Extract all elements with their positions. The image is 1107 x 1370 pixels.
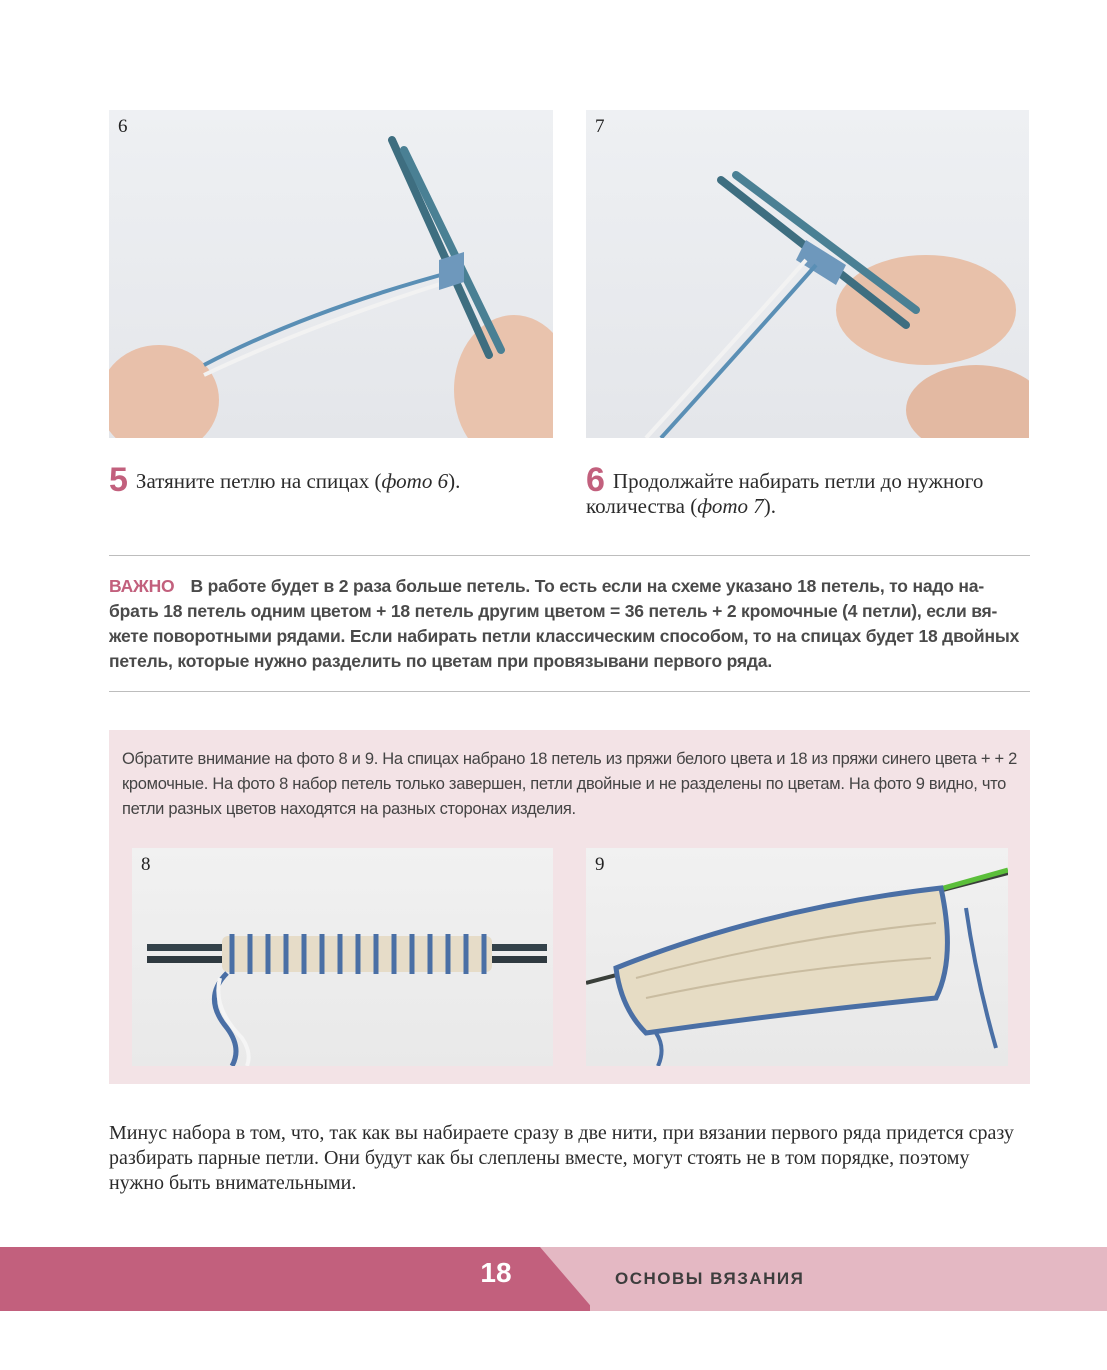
step-5-photo-ref: фото 6 xyxy=(381,469,449,493)
photo-7 xyxy=(586,110,1029,438)
photo-6 xyxy=(109,110,553,438)
step-6-text: Продолжайте набирать петли до нужного количества ( xyxy=(586,469,984,518)
photo-6-number: 6 xyxy=(118,116,128,137)
important-label: ВАЖНО xyxy=(109,576,175,596)
step-6-number: 6 xyxy=(586,461,605,499)
important-note xyxy=(109,574,1025,674)
step-6 xyxy=(586,461,1026,519)
body-paragraph: Минус набора в том, что, так как вы набираете сразу в две нити, при вязании первого ряда придется сразу разбирать парные петли. Они будут как бы слеплены вместе, могут стоять не в том порядке, поэтому нужно быть внимательными. xyxy=(109,1122,1014,1194)
step-6-end: ). xyxy=(763,494,776,518)
note-text: Обратите внимание на фото 8 и 9. На спицах набрано 18 петель из пряжи белого цвета и 18 из пряжи синего цвета + + 2 кромочные. На фото 8 набор петель только завершен, петли двойные и не разделены по цветам. На фото 9 видно, что петли разных цветов находятся на разных сторонах изделия. xyxy=(122,750,1018,818)
section-title: ОСНОВЫ ВЯЗАНИЯ xyxy=(615,1269,805,1288)
step-5 xyxy=(109,461,569,499)
step-5-end: ). xyxy=(448,469,461,493)
step-5-text: Затяните петлю на спицах ( xyxy=(135,469,382,493)
step-6-photo-ref: фото 7 xyxy=(697,494,764,518)
photo-8 xyxy=(132,848,553,1066)
photo-9-image xyxy=(586,848,1008,1066)
page-number: 18 xyxy=(480,1257,512,1288)
photo-8-number: 8 xyxy=(141,854,151,875)
photo-9-number: 9 xyxy=(595,854,605,875)
divider-bottom xyxy=(109,691,1030,692)
photo-9 xyxy=(586,848,1008,1066)
photo-8-image xyxy=(132,848,553,1066)
divider-top xyxy=(109,555,1030,556)
photo-7-number: 7 xyxy=(595,116,605,137)
step-5-number: 5 xyxy=(109,461,128,499)
photo-7-image xyxy=(586,110,1029,438)
note-box xyxy=(109,730,1030,1084)
important-text: В работе будет в 2 раза больше петель. То есть если на схеме указано 18 петель, то надо набрать 18 петель одним цветом + 18 петель другим цветом = 36 петель + 2 кромочные (4 петли), если вяжете поворотными рядами. Если набирать петли классическим способом, то на спицах будет 18 двойных петель, которые нужно разделить по цветам при провязывани первого ряда. xyxy=(109,576,1020,671)
photo-6-image xyxy=(109,110,553,438)
